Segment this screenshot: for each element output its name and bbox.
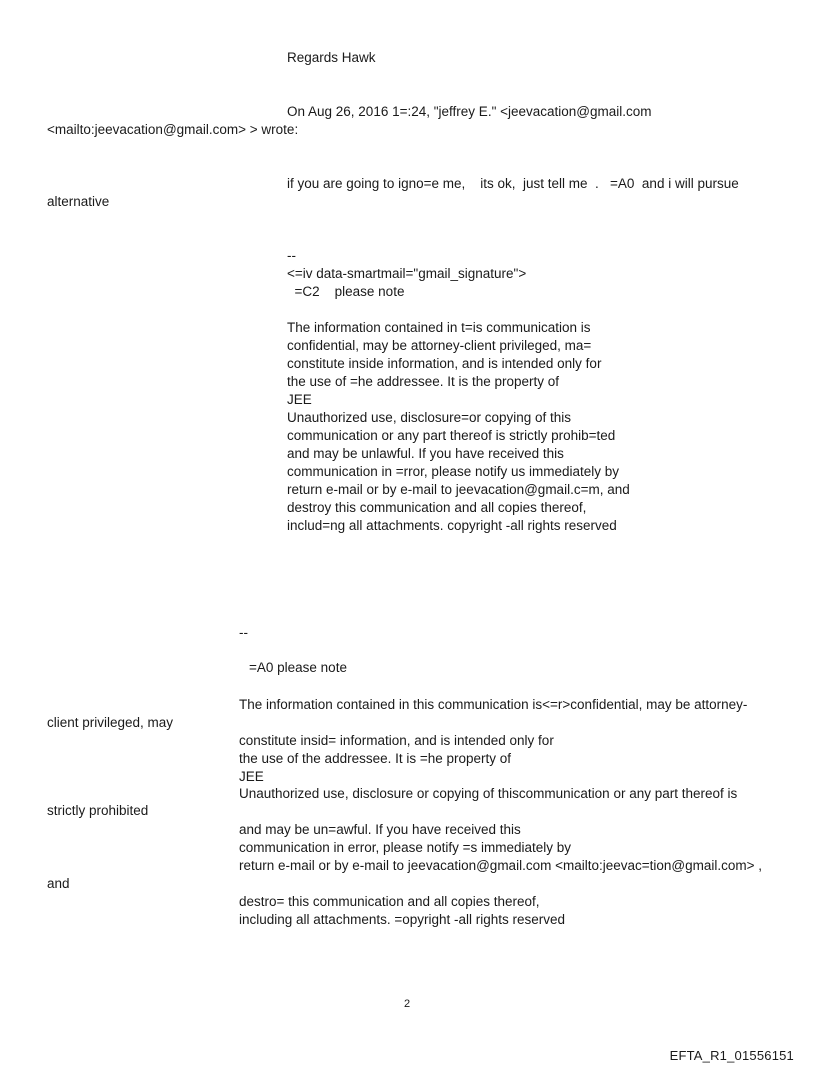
- outer-note: =A0 please note: [249, 660, 347, 675]
- disclaimer-line: destro= this communication and all copies thereof,: [239, 894, 540, 909]
- disclaimer-line: constitute inside information, and is intended only for: [287, 356, 602, 371]
- signature-note: =C2 please note: [287, 284, 405, 299]
- disclaimer-line: the use of the addressee. It is =he property of: [239, 751, 512, 766]
- message-line: alternative: [47, 194, 110, 209]
- disclaimer-line: includ=ng all attachments. copyright -all rights reserved: [287, 518, 617, 533]
- disclaimer-line: return e-mail or by e-mail to jeevacation@gmail.c=m, and: [287, 482, 630, 497]
- signature-dashes: --: [287, 248, 296, 263]
- disclaimer-line: client privileged, may: [47, 715, 174, 730]
- document-id: EFTA_R1_01556151: [669, 1048, 794, 1063]
- reply-header-line: <mailto:jeevacation@gmail.com> > wrote:: [47, 122, 299, 137]
- disclaimer-line: including all attachments. =opyright -all rights reserved: [239, 912, 566, 927]
- disclaimer-line: communication in error, please notify =s immediately by: [239, 840, 572, 855]
- disclaimer-line: the use of =he addressee. It is the property of: [287, 374, 560, 389]
- reply-header-line: On Aug 26, 2016 1=:24, "jeffrey E." <jeevacation@gmail.com: [287, 104, 652, 119]
- disclaimer-line: destroy this communication and all copies thereof,: [287, 500, 587, 515]
- signature-tag: <=iv data-smartmail="gmail_signature">: [287, 266, 527, 281]
- disclaimer-line: and may be un=awful. If you have received this: [239, 822, 521, 837]
- disclaimer-line: communication or any part thereof is strictly prohib=ted: [287, 428, 616, 443]
- disclaimer-line: The information contained in t=is communication is: [287, 320, 591, 335]
- disclaimer-line: confidential, may be attorney-client privileged, ma=: [287, 338, 592, 353]
- outer-dashes: --: [239, 625, 248, 640]
- disclaimer-line: JEE: [239, 769, 264, 784]
- disclaimer-line: strictly prohibited: [47, 803, 149, 818]
- disclaimer-line: Unauthorized use, disclosure or copying of thiscommunication or any part thereof is: [239, 786, 738, 801]
- disclaimer-line: JEE: [287, 392, 312, 407]
- page-number: 2: [404, 998, 411, 1010]
- disclaimer-line: The information contained in this communication is<=r>confidential, may be attorney-: [239, 697, 748, 712]
- disclaimer-line: return e-mail or by e-mail to jeevacation@gmail.com <mailto:jeevac=tion@gmail.com> ,: [239, 858, 762, 873]
- disclaimer-line: communication in =rror, please notify us immediately by: [287, 464, 620, 479]
- disclaimer-line: and: [47, 876, 70, 891]
- disclaimer-line: and may be unlawful. If you have received this: [287, 446, 564, 461]
- disclaimer-line: constitute insid= information, and is intended only for: [239, 733, 554, 748]
- regards-line: Regards Hawk: [287, 50, 376, 65]
- disclaimer-line: Unauthorized use, disclosure=or copying of this: [287, 410, 572, 425]
- message-line: if you are going to igno=e me, its ok, just tell me . =A0 and i will pursue: [287, 176, 739, 191]
